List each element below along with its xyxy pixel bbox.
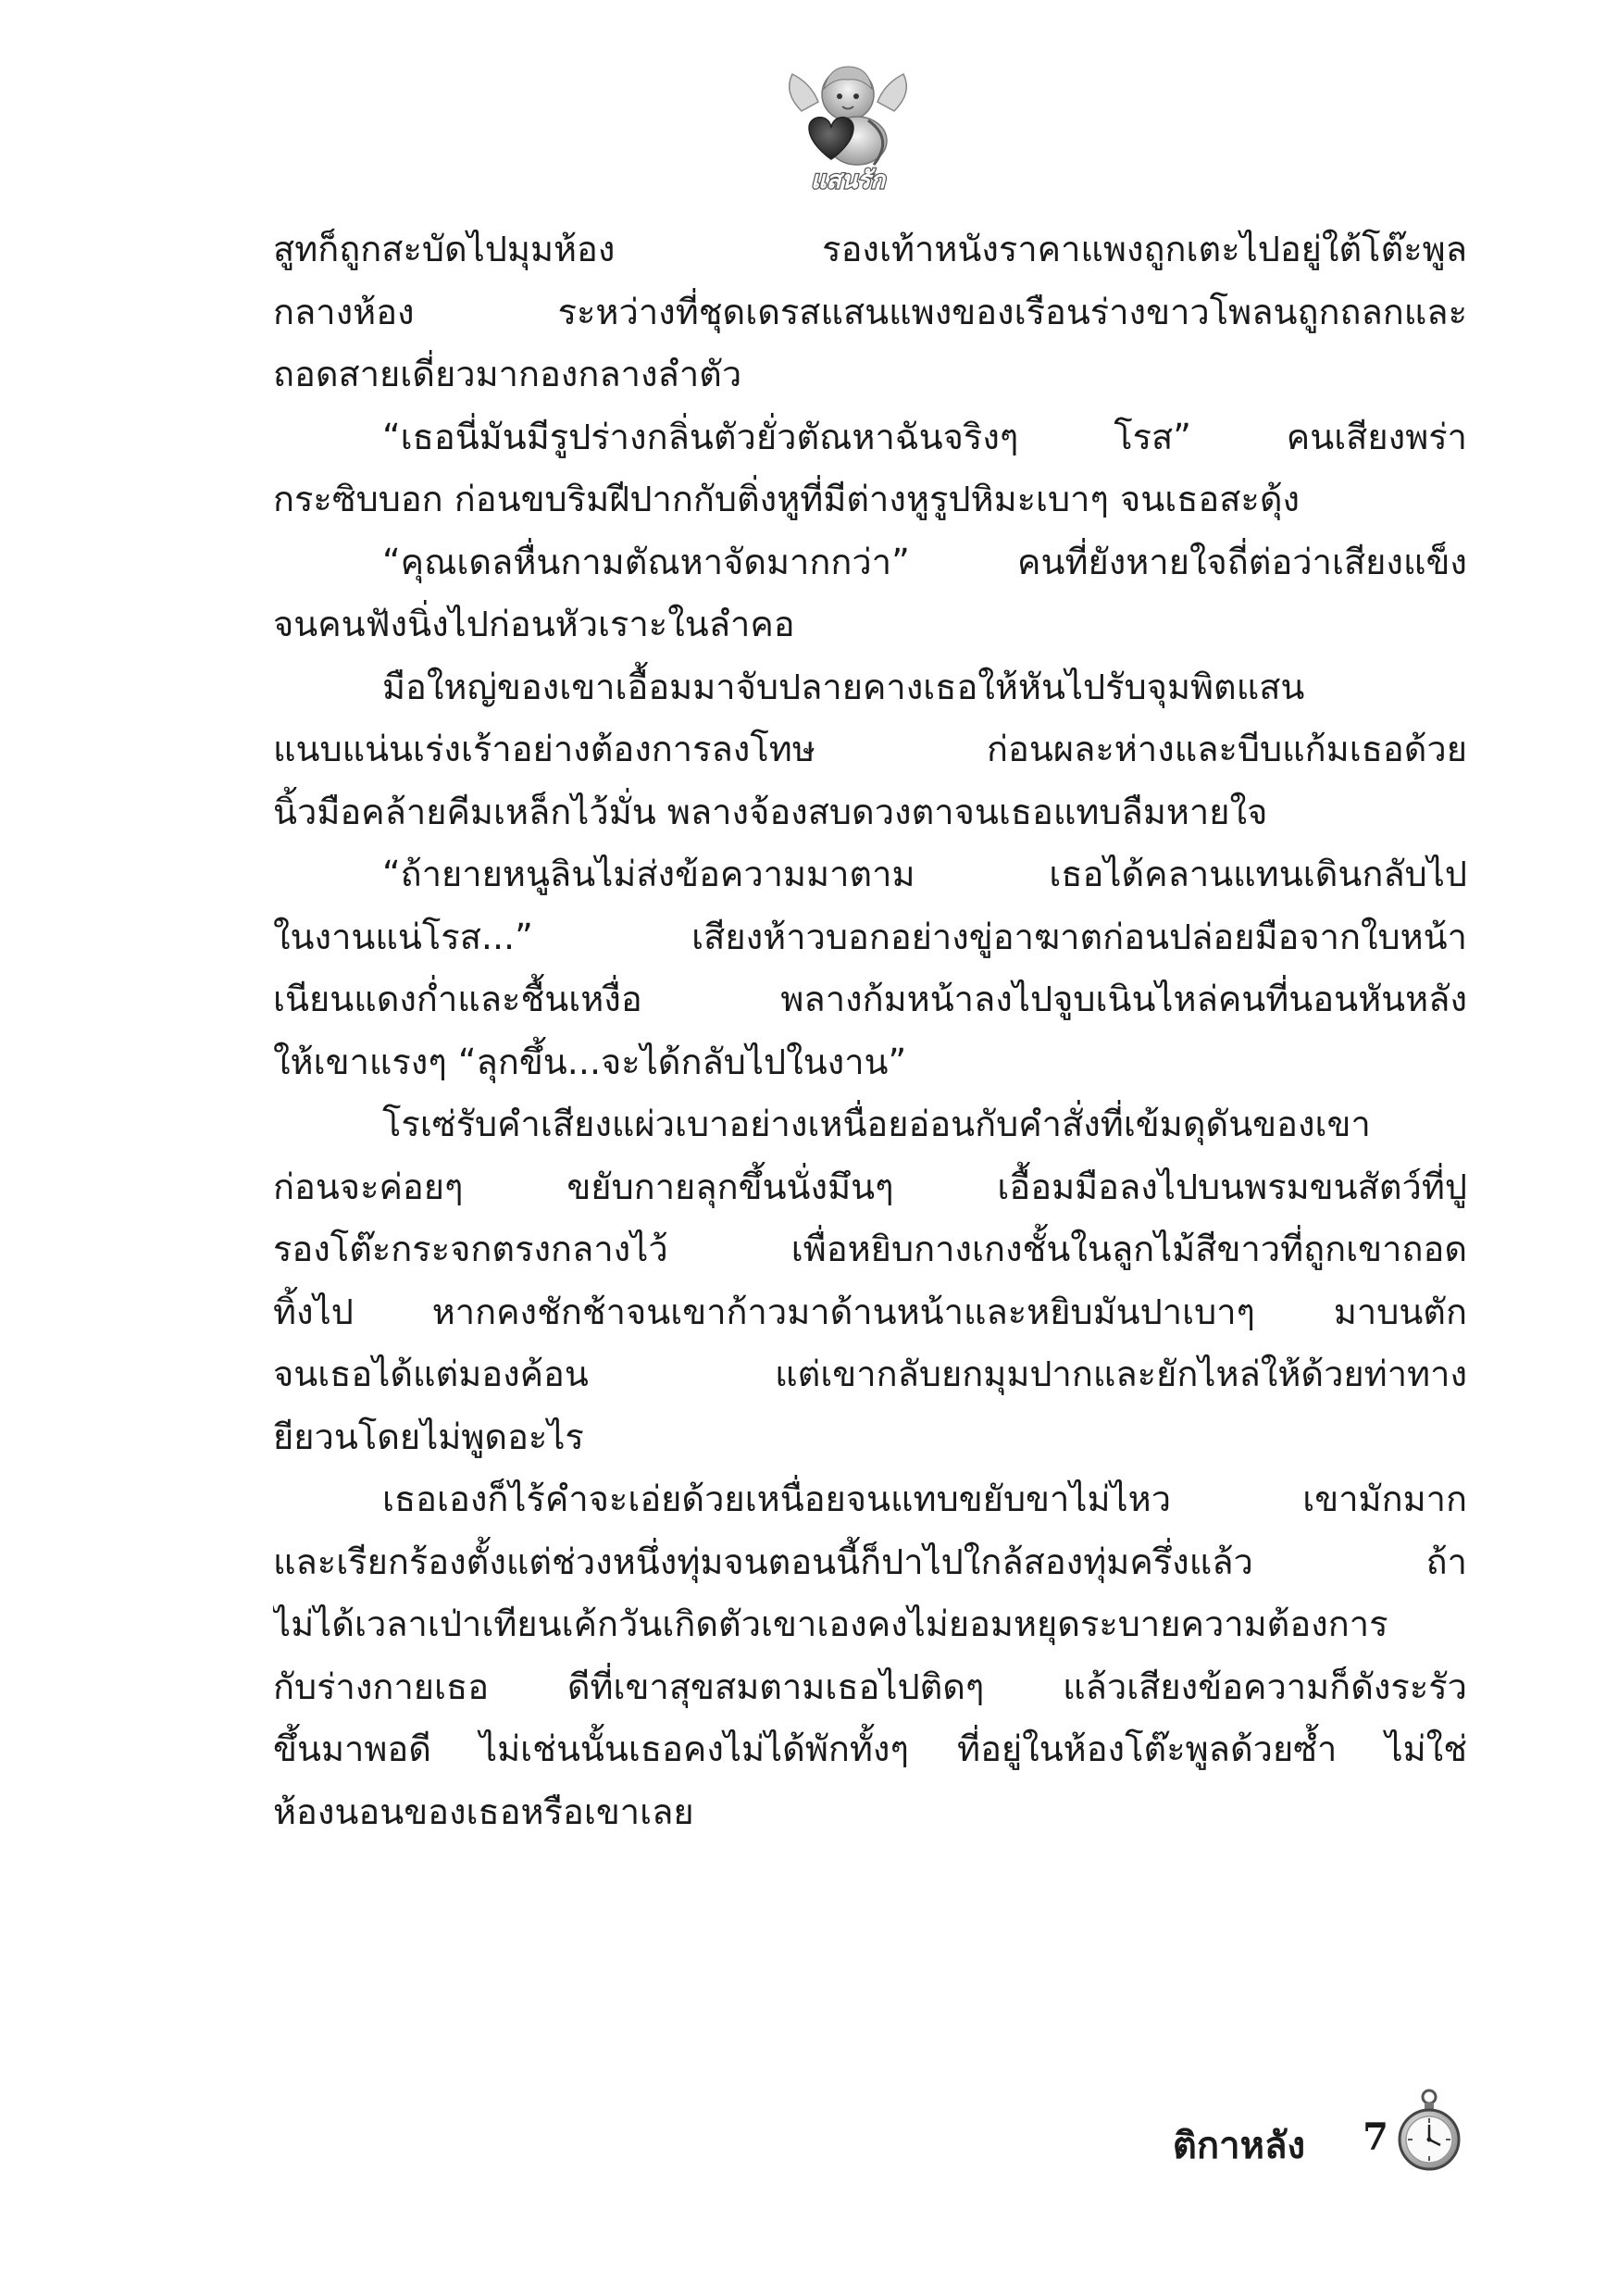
- text-line: โรเซ่รับคำเสียงแผ่วเบาอย่างเหนื่อยอ่อนกับคำสั่งที่เข้มดุดันของเขา: [382, 1104, 1371, 1144]
- text-line: แนบแน่นเร่งเร้าอย่างต้องการลงโทษ ก่อนผละห่างและบีบแก้มเธอด้วย: [273, 729, 1467, 769]
- text-line: จนเธอได้แต่มองค้อน แต่เขากลับยกมุมปากและยักไหล่ให้ด้วยท่าทาง: [273, 1354, 1467, 1394]
- text-line: นิ้วมือคล้ายคีมเหล็กไว้มั่น พลางจ้องสบดวงตาจนเธอแทบลืมหายใจ: [273, 791, 1268, 832]
- text-line: ห้องนอนของเธอหรือเขาเลย: [273, 1791, 694, 1832]
- text-line: เนียนแดงก่ำและชื้นเหงื่อ พลางก้มหน้าลงไปจูบเนินไหล่คนที่นอนหันหลัง: [273, 979, 1467, 1019]
- text-line: จนคนฟังนิ่งไปก่อนหัวเราะในลำคอ: [273, 604, 795, 644]
- text-line: ในงานแน่โรส...” เสียงห้าวบอกอย่างขู่อาฆาตก่อนปล่อยมือจากใบหน้า: [273, 916, 1467, 957]
- text-line: “เธอนี่มันมีรูปร่างกลิ่นตัวยั่วตัณหาฉันจริงๆ โรส” คนเสียงพร่า: [382, 416, 1467, 457]
- text-line: กลางห้อง ระหว่างที่ชุดเดรสแสนแพงของเรือนร่างขาวโพลนถูกถลกและ: [273, 291, 1467, 332]
- text-line: ให้เขาแรงๆ “ลุกขึ้น...จะได้กลับไปในงาน”: [273, 1041, 907, 1082]
- text-line: ยียวนโดยไม่พูดอะไร: [273, 1416, 584, 1457]
- chapter-body-text: [273, 218, 1467, 1843]
- text-line: ขึ้นมาพอดี ไม่เช่นนั้นเธอคงไม่ได้พักทั้งๆ ที่อยู่ในห้องโต๊ะพูลด้วยซ้ำ ไม่ใช่: [273, 1728, 1467, 1769]
- text-line: กระซิบบอก ก่อนขบริมฝีปากกับติ่งหูที่มีต่างหูรูปหิมะเบาๆ จนเธอสะดุ้ง: [273, 479, 1301, 519]
- text-line: “คุณเดลหื่นกามตัณหาจัดมากกว่า” คนที่ยังหายใจถี่ต่อว่าเสียงแข็ง: [382, 541, 1467, 582]
- text-line: และเรียกร้องตั้งแต่ช่วงหนึ่งทุ่มจนตอนนี้ก็ปาไปใกล้สองทุ่มครึ่งแล้ว ถ้า: [273, 1541, 1467, 1582]
- pocket-watch-icon: [1396, 2088, 1462, 2173]
- page-number: 7: [1363, 2115, 1388, 2159]
- page-footer: [1092, 2088, 1481, 2190]
- footer-book-title: ติกาหลัง: [1172, 2125, 1305, 2167]
- text-line: กับร่างกายเธอ ดีที่เขาสุขสมตามเธอไปติดๆ แล้วเสียงข้อความก็ดังระรัว: [273, 1666, 1467, 1707]
- text-line: ถอดสายเดี่ยวมากองกลางลำตัว: [273, 354, 742, 394]
- text-line: สูทก็ถูกสะบัดไปมุมห้อง รองเท้าหนังราคาแพงถูกเตะไปอยู่ใต้โต๊ะพูล: [273, 229, 1467, 269]
- text-line: เธอเองก็ไร้คำจะเอ่ยด้วยเหนื่อยจนแทบขยับขาไม่ไหว เขามักมาก: [382, 1479, 1467, 1519]
- cupid-heart-icon: [765, 56, 931, 194]
- text-line: ทิ้งไป หากคงชักช้าจนเขาก้าวมาด้านหน้าและหยิบมันปาเบาๆ มาบนตัก: [273, 1291, 1467, 1332]
- text-line: มือใหญ่ของเขาเอื้อมมาจับปลายคางเธอให้หันไปรับจุมพิตแสน: [382, 666, 1305, 707]
- logo-text: แสนรัก: [810, 167, 886, 194]
- text-line: “ถ้ายายหนูลินไม่ส่งข้อความมาตาม เธอได้คลานแทนเดินกลับไป: [382, 854, 1467, 894]
- text-line: รองโต๊ะกระจกตรงกลางไว้ เพื่อหยิบกางเกงชั้นในลูกไม้สีขาวที่ถูกเขาถอด: [273, 1229, 1467, 1269]
- text-line: ไม่ได้เวลาเป่าเทียนเค้กวันเกิดตัวเขาเองคงไม่ยอมหยุดระบายความต้องการ: [273, 1603, 1388, 1644]
- text-line: ก่อนจะค่อยๆ ขยับกายลุกขึ้นนั่งมึนๆ เอื้อมมือลงไปบนพรมขนสัตว์ที่ปู: [273, 1166, 1467, 1207]
- header-logo: [765, 56, 931, 194]
